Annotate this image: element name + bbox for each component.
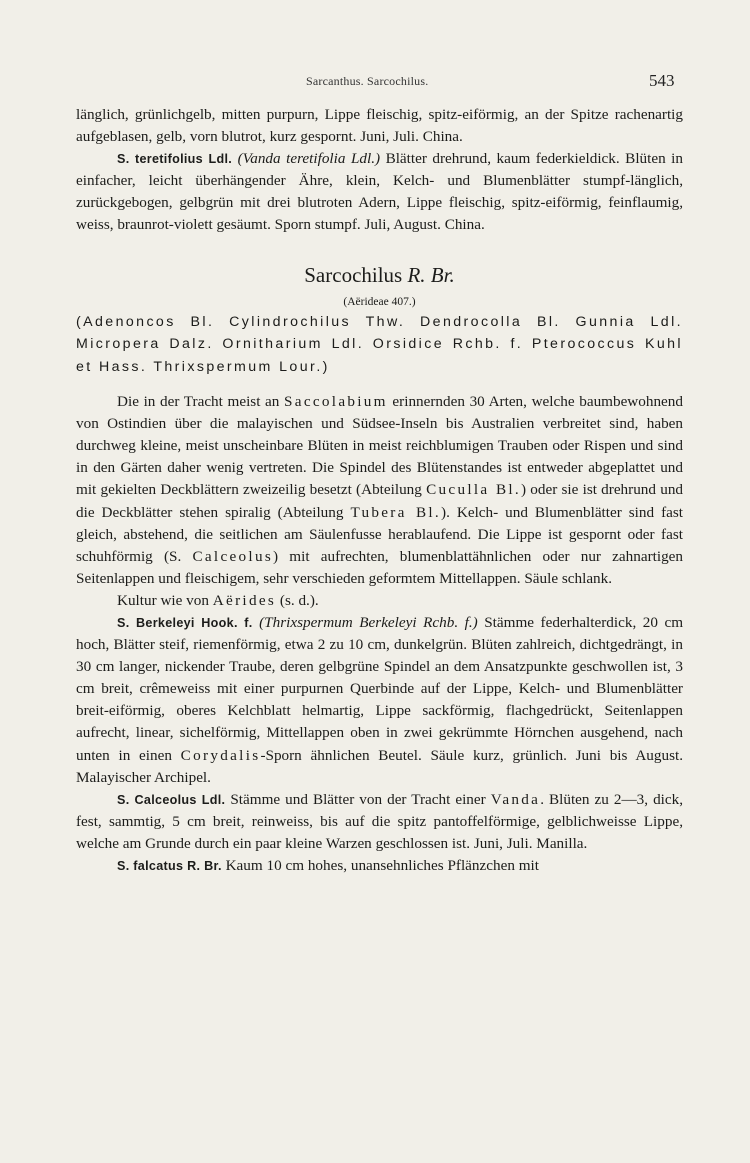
genus-description [76,391,683,590]
species-name: S. Berkeleyi Hook. f. [117,616,253,630]
text-run: (s. d.). [276,591,319,609]
entry-teretifolius [76,148,683,236]
species-description: Stämme federhalterdick, 20 cm hoch, Blätter steif, riemenförmig, etwa 2 zu 10 cm, dunkelgrün. Blüten zahlreich, dichtgedrängt, in 30 cm langer, nickender Traube, deren gelbgrüne Spindel an dem Ansatzpunkte geschwollen ist, 3 cm breit, crêmeweiss mit einer purpurnen Querbinde auf der Lippe, Kelch- und Blumenblätter breit-eiförmig, oberes Kelchblatt helmartig, Lippe sackförmig, flachgedrückt, Seitenlappen aufrecht, linear, sichelförmig, Mittellappen oben in zwei gekrümmte Hörnchen ausgehend, nach unten in einen [76,614,684,764]
genus-name: Sarcochilus [304,262,403,287]
species-description: . Blüten zu 2—3, dick, fest, sammtig, 5 cm breit, reinweiss, bis auf die spitz pantoffelförmige, gelblichweisse Lippe, welche am Grunde durch ein paar kleine Warzen geschlossen ist. Juni, Juli. Manilla. [76,790,684,852]
genus-heading [76,262,683,288]
text-run: erinnernden 30 Arten, welche baumbewohnend von Ostindien über die malayischen und Südsee-Inseln bis Australien verbreitet sind, haben durchweg kleine, meist unscheinbare Blüten in meist reichblumigen Trauben oder Rispen und sind in den Gärten daher wenig vertreten. Die Spindel des Blütenstandes ist entweder abgeplattet und mit gekielten Deckblättern zweizeilig besetzt (Abteilung [76,393,683,499]
genus-synonyms: (Adenoncos Bl. Cylindrochilus Thw. Dendrocolla Bl. Gunnia Ldl. Micropera Dalz. Ornitharium Ldl. Orsidice Rchb. f. Pterococcus Kuhl et Hass. Thrixspermum Lour.) [76,313,683,375]
running-title: Sarcanthus. Sarcochilus. [306,74,429,88]
species-synonym: (Thrixspermum Berkeleyi Rchb. f.) [259,614,478,631]
text-run: ). Kelch- und Blumenblätter sind fast gleich, abstehend, die seitlichen am Säulenfusse herablaufend. Die Lippe ist gespornt oder fast schuhförmig (S. [76,503,683,565]
species-name: S. falcatus R. Br. [117,859,222,874]
section-reference: Cuculla Bl. [426,481,521,499]
genus-reference: Aërides [212,591,277,609]
page-number: 543 [649,71,675,90]
species-synonym: (Vanda teretifolia Ldl.) [237,150,381,168]
species-reference: Calceolus [192,547,274,565]
species-description: Kaum 10 cm hohes, unansehnliches Pflänzchen mit [221,857,539,875]
genus-tribe: (Aërideae 407.) [343,295,416,308]
text-run: Kultur wie von [117,591,213,609]
species-description: Blätter drehrund, kaum federkieldick. Blüten in einfacher, leicht überhängender Ähre, klein, Kelch- und Blumenblätter stumpf-länglich, zurückgebogen, gelbgrün mit drei blutroten Adern, Lippe fleischig, spitz-eiförmig, feinflaumig, weiss, braunrot-violett gesäumt. Sporn stumpf. Juli, August. China. [76,150,683,234]
genus-author: R. Br. [407,262,455,287]
genus-reference: Saccolabium [284,393,388,411]
species-description: -Sporn ähnlichen Beutel. Säule kurz, grünlich. Juni bis August. Malayischer Archipel. [76,746,683,786]
entry-berkeleyi [76,612,683,789]
entry-falcatus [76,855,683,877]
text-run: ) oder sie ist drehrund und die Deckblätter stehen spiralig (Abteilung [76,481,684,521]
page-body [76,104,683,877]
genus-reference: Vanda [490,790,541,808]
text-run: ) mit aufrechten, blumenblattähnlichen oder nur zahnartigen Seitenlappen und fleischigem, sehr verschieden geformtem Mittellappen. Säule schlank. [76,547,683,587]
entry-calceolus [76,789,683,855]
sarcanthus-continuation: länglich, grünlichgelb, mitten purpurn, Lippe fleischig, spitz-eiförmig, an der Spitze rachenartig aufgeblasen, gelb, vorn blutrot, kurz gespornt. Juni, Juli. China. [76,106,683,146]
species-name: S. Calceolus Ldl. [117,792,226,807]
genus-reference: Corydalis [180,746,261,764]
text-run: Die in der Tracht meist an [117,393,285,411]
species-name: S. teretifolius Ldl. [117,152,233,167]
culture-note [76,590,683,612]
species-description: Stämme und Blätter von der Tracht einer [225,790,491,808]
section-reference: Tubera Bl. [350,503,442,521]
